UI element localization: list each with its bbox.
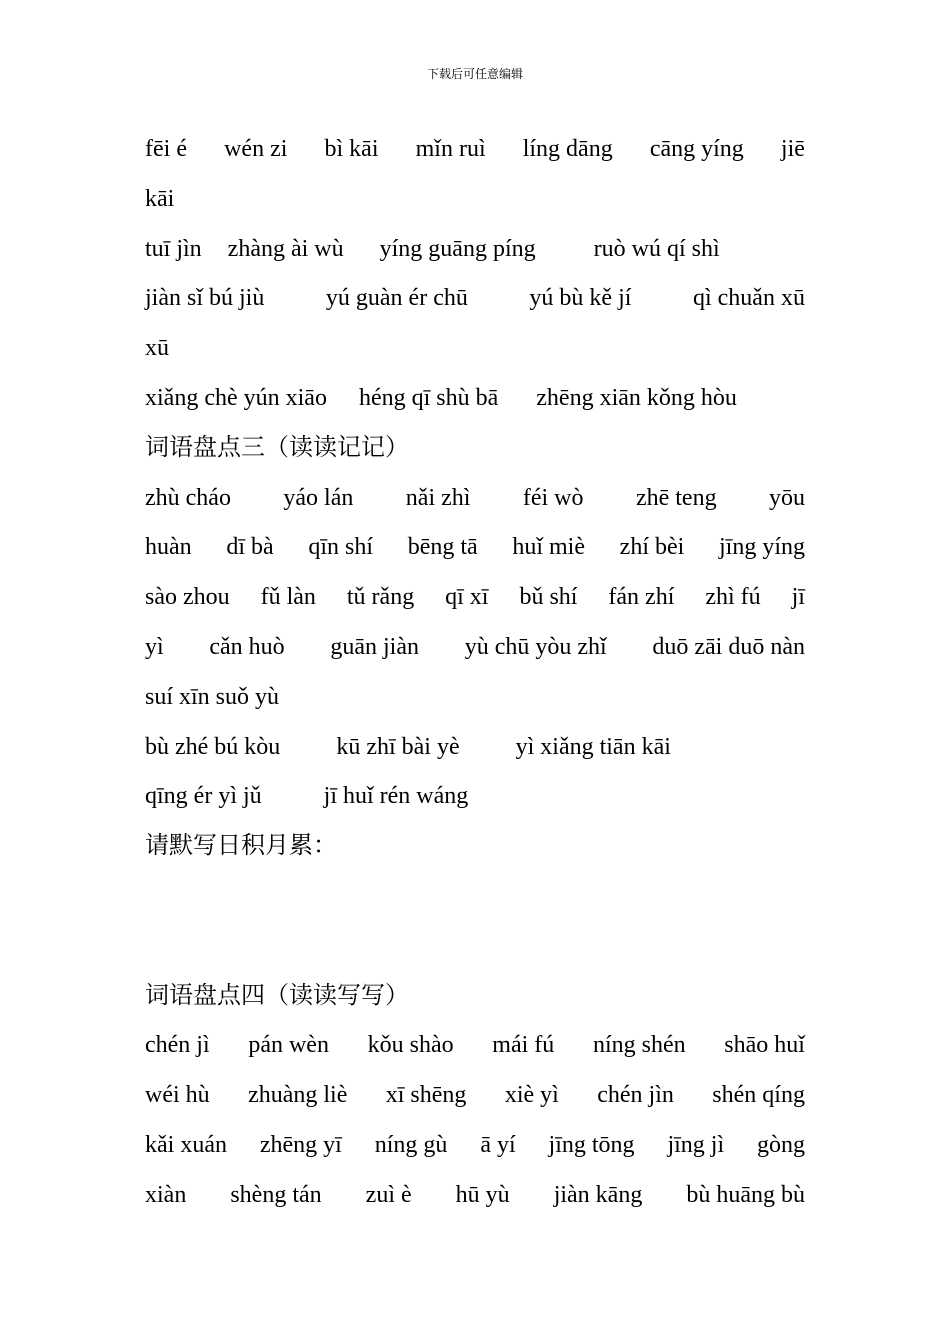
pinyin-line — [145, 1121, 805, 1171]
pinyin-word: qīng ér yì jǔ — [145, 783, 262, 810]
pinyin-word: zhí bèi — [619, 534, 685, 561]
pinyin-word: líng dāng — [522, 136, 613, 162]
pinyin-word: fēi é — [145, 136, 187, 162]
pinyin-word: huàn — [145, 534, 192, 561]
pinyin-word: zhì fú — [705, 584, 761, 611]
pinyin-word: bù zhé bú kòu — [145, 733, 281, 760]
pinyin-line — [145, 1021, 805, 1071]
pinyin-word: cǎn huò — [209, 633, 285, 660]
pinyin-line — [145, 772, 805, 822]
pinyin-line — [145, 623, 805, 673]
pinyin-line — [145, 274, 805, 324]
blank-answer-space — [145, 922, 805, 972]
pinyin-word: níng shén — [592, 1032, 686, 1059]
pinyin-word: kāi — [145, 185, 175, 212]
pinyin-word: héng qī shù bā — [358, 384, 499, 411]
pinyin-line — [145, 1071, 805, 1121]
document-body — [145, 125, 805, 1221]
pinyin-line — [145, 225, 805, 275]
pinyin-word: jīng tōng — [548, 1131, 635, 1158]
section-heading: 请默写日积月累： — [145, 833, 337, 860]
pinyin-word: xiàn — [145, 1181, 187, 1208]
pinyin-word: tǔ rǎng — [346, 584, 415, 611]
pinyin-word: fǔ làn — [260, 584, 316, 611]
pinyin-word: qì chuǎn xū — [692, 285, 805, 312]
pinyin-word: jiē — [780, 136, 805, 162]
page-header: 下载后可任意编辑 — [426, 67, 523, 81]
pinyin-word: zhù cháo — [145, 484, 231, 511]
pinyin-word: dī bà — [226, 534, 274, 561]
pinyin-line — [145, 324, 805, 374]
pinyin-word: tuī jìn — [145, 235, 202, 262]
pinyin-word: jī huǐ rén wáng — [323, 783, 469, 810]
pinyin-word: pán wèn — [248, 1032, 329, 1059]
pinyin-line — [145, 125, 805, 175]
pinyin-word: kǎi xuán — [145, 1131, 227, 1158]
pinyin-word: jīng yíng — [718, 534, 805, 561]
pinyin-word: bǔ shí — [519, 584, 578, 611]
pinyin-word: cāng yíng — [649, 136, 744, 162]
pinyin-word: qī xī — [445, 584, 489, 611]
pinyin-word: yú bù kě jí — [529, 285, 632, 312]
pinyin-word: duō zāi duō nàn — [652, 633, 805, 660]
pinyin-word: jiàn sǐ bú jiù — [145, 285, 265, 312]
pinyin-word: wén zi — [224, 136, 288, 162]
pinyin-word: zhēng yī — [259, 1131, 342, 1158]
pinyin-word: chén jìn — [597, 1082, 674, 1109]
pinyin-word: níng gù — [374, 1131, 448, 1158]
pinyin-word: zhàng ài wù — [227, 235, 344, 262]
pinyin-word: bù huāng bù — [686, 1181, 805, 1208]
pinyin-word: kǒu shào — [367, 1032, 454, 1059]
pinyin-word: bì kāi — [324, 136, 379, 162]
pinyin-word: ruò wú qí shì — [593, 235, 720, 262]
pinyin-word: shāo huǐ — [724, 1032, 805, 1059]
pinyin-word: huǐ miè — [512, 534, 585, 561]
pinyin-word: hū yù — [455, 1181, 510, 1208]
pinyin-word: wéi hù — [145, 1082, 210, 1109]
pinyin-word: zhēng xiān kǒng hòu — [536, 384, 737, 411]
pinyin-word: kū zhī bài yè — [336, 733, 460, 760]
pinyin-word: mái fú — [492, 1032, 555, 1059]
pinyin-line — [145, 523, 805, 573]
pinyin-word: xī shēng — [385, 1082, 467, 1109]
pinyin-word: zhē teng — [635, 484, 717, 511]
pinyin-word: zuì è — [365, 1181, 412, 1208]
pinyin-word: yì — [145, 633, 164, 660]
pinyin-word: shén qíng — [712, 1082, 805, 1109]
pinyin-word: yì xiǎng tiān kāi — [515, 733, 671, 760]
pinyin-word: gòng — [757, 1131, 805, 1158]
pinyin-word: xū — [145, 335, 169, 362]
section-heading: 词语盘点四（读读写写） — [145, 982, 409, 1009]
pinyin-word: fán zhí — [608, 584, 675, 611]
pinyin-line — [145, 723, 805, 773]
pinyin-word: mǐn ruì — [415, 136, 486, 162]
pinyin-word: guān jiàn — [330, 633, 419, 660]
pinyin-line — [145, 175, 805, 225]
pinyin-word: yōu — [768, 484, 805, 511]
pinyin-word: suí xīn suǒ yù — [145, 683, 280, 710]
pinyin-word: jī — [791, 584, 805, 611]
pinyin-word: bēng tā — [407, 534, 478, 561]
pinyin-line — [145, 673, 805, 723]
pinyin-word: yù chū yòu zhǐ — [464, 633, 607, 660]
pinyin-word: chén jì — [145, 1032, 210, 1059]
pinyin-line — [145, 573, 805, 623]
pinyin-word: shèng tán — [230, 1181, 322, 1208]
pinyin-word: nǎi zhì — [405, 484, 471, 511]
pinyin-word: féi wò — [522, 484, 584, 511]
pinyin-word: yáo lán — [283, 484, 354, 511]
pinyin-word: ā yí — [480, 1131, 516, 1158]
pinyin-line — [145, 374, 805, 424]
pinyin-word: jiàn kāng — [553, 1181, 643, 1208]
pinyin-line — [145, 474, 805, 524]
pinyin-word: zhuàng liè — [248, 1082, 348, 1109]
pinyin-word: xiè yì — [504, 1082, 559, 1109]
section-heading: 词语盘点三（读读记记） — [145, 434, 409, 461]
pinyin-line — [145, 1171, 805, 1221]
blank-answer-space — [145, 872, 805, 922]
pinyin-word: yú guàn ér chū — [325, 285, 468, 312]
pinyin-word: xiǎng chè yún xiāo — [145, 384, 327, 411]
pinyin-word: sào zhou — [145, 584, 230, 611]
pinyin-word: yíng guāng píng — [379, 235, 536, 262]
pinyin-word: qīn shí — [308, 534, 374, 561]
pinyin-word: jīng jì — [667, 1131, 725, 1158]
